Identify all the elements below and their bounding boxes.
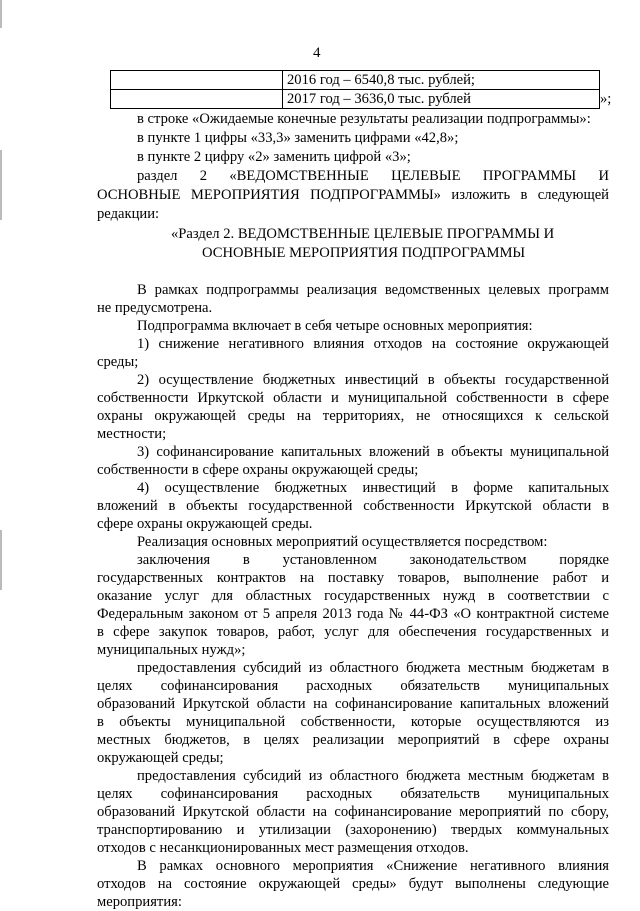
text-line: раздел 2 «ВЕДОМСТВЕННЫЕ ЦЕЛЕВЫЕ ПРОГРАММЫ И	[137, 168, 609, 184]
text-line: транспортированию и утилизации (захоронению) твердых коммунальных	[97, 822, 609, 838]
text-line: образований Иркутской области на софинансирование мероприятий по сбору,	[97, 804, 609, 820]
section-heading-line-2: ОСНОВНЫЕ МЕРОПРИЯТИЯ ПОДПРОГРАММЫ	[202, 245, 526, 261]
text-line: редакции:	[97, 206, 160, 222]
section-heading-line-1: «Раздел 2. ВЕДОМСТВЕННЫЕ ЦЕЛЕВЫЕ ПРОГРАММЫ И	[171, 226, 555, 242]
text-line: муниципальных нужд»;	[97, 642, 246, 658]
scan-edge-mark-bottom	[0, 530, 2, 590]
text-line: в сфере закупок товаров, работ, услуг для обеспечения государственных и	[97, 624, 609, 640]
text-line: собственности в сфере охраны окружающей среды;	[97, 462, 419, 478]
text-line: в пункте 1 цифры «33,3» заменить цифрами «42,8»;	[137, 130, 459, 146]
scan-edge-mark-middle	[0, 150, 2, 220]
table-row-2016: 2016 год – 6540,8 тыс. рублей;	[287, 72, 475, 88]
text-line: образований Иркутской области на софинансирование капитальных вложений	[97, 696, 609, 712]
text-line: отходов на состояние окружающей среды» будут выполнены следующие	[97, 876, 609, 892]
text-line: среды;	[97, 354, 139, 370]
text-line: Реализация основных мероприятий осуществляется посредством:	[137, 534, 548, 550]
text-line: местных бюджетов, в целях реализации мероприятий в сфере охраны	[97, 732, 609, 748]
text-line: не предусмотрена.	[97, 300, 213, 316]
text-line: сфере охраны окружающей среды.	[97, 516, 313, 532]
text-line: окружающей среды;	[97, 750, 224, 766]
table-close-quote: »;	[600, 91, 612, 107]
text-line: государственных контрактов на поставку товаров, выполнение работ и	[97, 570, 609, 586]
text-line: целях софинансирования расходных обязательств муниципальных	[97, 678, 609, 694]
list-item-4: 4) осуществление бюджетных инвестиций в форме капитальных	[137, 480, 609, 496]
text-line: собственности Иркутской области и муниципальной собственности в сфере	[97, 390, 609, 406]
text-line: Федеральным законом от 5 апреля 2013 года № 44-ФЗ «О контрактной системе	[97, 606, 609, 622]
list-item-2: 2) осуществление бюджетных инвестиций в объекты государственной	[137, 372, 609, 388]
text-line: местности;	[97, 426, 167, 442]
text-line: вложений в объекты государственной собственности Иркутской области в	[97, 498, 609, 514]
text-line: мероприятия:	[97, 894, 182, 910]
text-line: ОСНОВНЫЕ МЕРОПРИЯТИЯ ПОДПРОГРАММЫ» изложить в следующей	[97, 187, 609, 203]
text-line: предоставления субсидий из областного бюджета местным бюджетам в	[137, 660, 609, 676]
scan-edge-mark-top	[0, 0, 2, 28]
text-line: в пункте 2 цифру «2» заменить цифрой «3»;	[137, 149, 411, 165]
page-number: 4	[313, 45, 321, 61]
list-item-3: 3) софинансирование капитальных вложений в объекты муниципальной	[137, 444, 609, 460]
list-item-1: 1) снижение негативного влияния отходов на состояние окружающей	[137, 336, 609, 352]
text-line: заключения в установленном законодательством порядке	[137, 552, 609, 568]
text-line: предоставления субсидий из областного бюджета местным бюджетам в	[137, 768, 609, 784]
text-line: отходов с несанкционированных мест размещения отходов.	[97, 840, 469, 856]
text-line: В рамках подпрограммы реализация ведомственных целевых программ	[137, 282, 609, 298]
text-line: оказание услуг для областных государственных нужд в соответствии с	[97, 588, 609, 604]
text-line: в объекты муниципальной собственности, которые осуществляются из	[97, 714, 609, 730]
text-line: Подпрограмма включает в себя четыре основных мероприятия:	[137, 318, 533, 334]
text-line: охраны окружающей среды на территориях, не относящихся к сельской	[97, 408, 609, 424]
text-line: В рамках основного мероприятия «Снижение негативного влияния	[137, 858, 609, 874]
table-row-2017: 2017 год – 3636,0 тыс. рублей	[287, 91, 471, 107]
text-line: целях софинансирования расходных обязательств муниципальных	[97, 786, 609, 802]
text-line: в строке «Ожидаемые конечные результаты реализации подпрограммы»:	[137, 111, 591, 127]
